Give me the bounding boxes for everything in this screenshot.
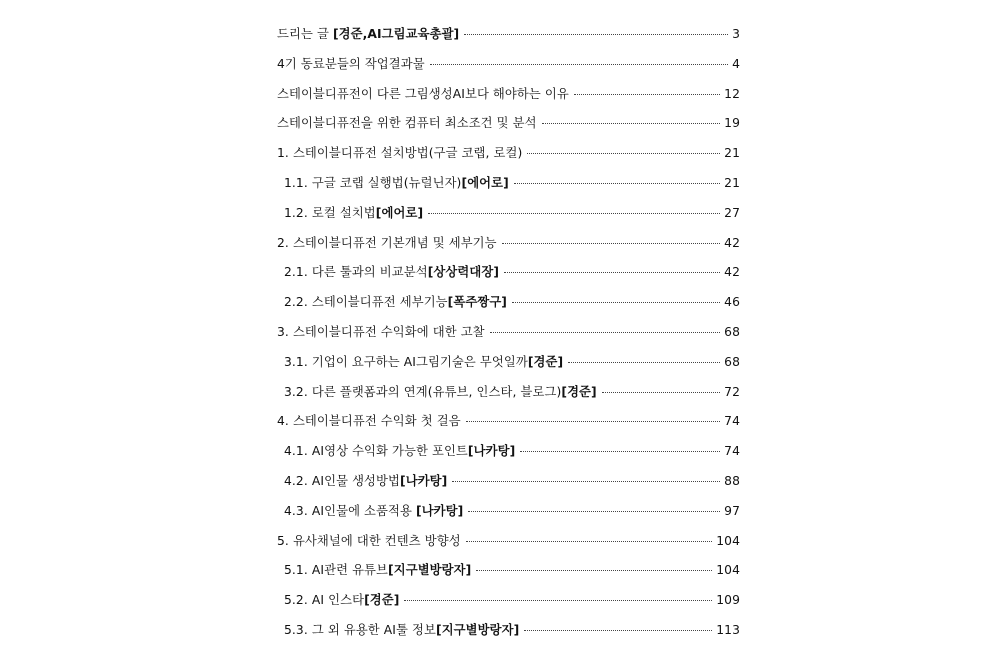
toc-dot-leader xyxy=(520,451,720,452)
toc-page-number: 68 xyxy=(724,324,740,339)
toc-page-number: 97 xyxy=(724,503,740,518)
toc-entry-text: 1. 스테이블디퓨전 설치방법(구글 코랩, 로컬) xyxy=(277,146,523,161)
toc-page-number: 21 xyxy=(724,175,740,190)
toc-dot-leader xyxy=(514,183,720,184)
toc-dot-leader xyxy=(524,630,712,631)
toc-page-number: 3 xyxy=(732,27,740,41)
toc-entry-title xyxy=(284,199,423,229)
toc-entry-section-5-1[interactable] xyxy=(277,556,740,586)
toc-page-number: 19 xyxy=(724,116,740,131)
toc-entry-section-1-2[interactable] xyxy=(277,199,740,229)
toc-entry-text: 5. 유사채널에 대한 컨텐츠 방향성 xyxy=(277,533,461,548)
toc-page-number: 113 xyxy=(716,622,740,637)
toc-page-number: 12 xyxy=(724,86,740,101)
toc-entry-text: 3.2. 다른 플랫폼과의 연계(유튜브, 인스타, 블로그) xyxy=(284,384,562,399)
toc-dot-leader xyxy=(466,541,713,542)
toc-entry-author-tag: [에어로] xyxy=(461,175,509,190)
toc-entry-title xyxy=(284,616,519,646)
toc-entry-title xyxy=(277,527,461,557)
toc-entry-title xyxy=(284,467,447,497)
toc-entry-author-tag: [지구별방랑자] xyxy=(388,563,472,578)
toc-entry-text: 5.3. 그 외 유용한 AI툴 정보 xyxy=(284,622,436,637)
toc-entry-section-4[interactable] xyxy=(277,407,740,437)
toc-entry-text: 3. 스테이블디퓨전 수익화에 대한 고찰 xyxy=(277,324,485,339)
toc-entry-text: 2. 스테이블디퓨전 기본개념 및 세부기능 xyxy=(277,235,497,250)
toc-page-number: 104 xyxy=(716,563,740,578)
toc-entry-author-tag: [경준] xyxy=(561,384,597,399)
toc-entry-text: 4.1. AI영상 수익화 가능한 포인트 xyxy=(284,444,468,459)
toc-entry-text: 1.1. 구글 코랩 실행법(뉴럴닌자) xyxy=(284,175,462,190)
toc-entry-text: 3.1. 기업이 요구하는 AI그림기술은 무엇일까 xyxy=(284,354,528,369)
toc-entry-title xyxy=(284,288,507,318)
toc-page-number: 109 xyxy=(716,593,740,608)
toc-entry-text: 스테이블디퓨전이 다른 그림생성AI보다 해야하는 이유 xyxy=(277,86,569,101)
toc-entry-why-stable-diffusion[interactable] xyxy=(277,80,740,110)
toc-dot-leader xyxy=(466,421,720,422)
toc-dot-leader xyxy=(490,332,720,333)
toc-entry-title xyxy=(284,348,563,378)
toc-entry-title xyxy=(277,318,485,348)
toc-entry-title xyxy=(284,378,597,408)
toc-entry-title xyxy=(284,556,471,586)
toc-entry-title xyxy=(277,80,569,110)
toc-dot-leader xyxy=(542,123,721,124)
toc-page-number: 42 xyxy=(724,265,740,280)
toc-page-number: 104 xyxy=(716,533,740,548)
toc-dot-leader xyxy=(468,511,720,512)
toc-entry-title xyxy=(277,229,497,259)
toc-entry-text: 5.2. AI 인스타 xyxy=(284,593,365,608)
toc-page-number: 21 xyxy=(724,146,740,161)
toc-entry-foreword[interactable] xyxy=(277,20,740,50)
toc-page-number: 46 xyxy=(724,295,740,310)
toc-dot-leader xyxy=(574,94,720,95)
toc-entry-author-tag: [나카탕] xyxy=(467,444,516,459)
toc-page-number: 72 xyxy=(724,384,740,399)
toc-dot-leader xyxy=(452,481,720,482)
toc-entry-title xyxy=(277,20,459,50)
toc-entry-author-tag: [폭주짱구] xyxy=(447,295,508,310)
toc-entry-section-3[interactable] xyxy=(277,318,740,348)
toc-entry-computer-requirements[interactable] xyxy=(277,109,740,139)
toc-page-number: 4 xyxy=(732,56,740,71)
toc-entry-author-tag: [경준] xyxy=(527,354,564,369)
toc-dot-leader xyxy=(502,243,721,244)
toc-entry-section-3-2[interactable] xyxy=(277,378,740,408)
toc-entry-title xyxy=(284,258,499,288)
toc-entry-section-4-1[interactable] xyxy=(277,437,740,467)
toc-dot-leader xyxy=(428,213,720,214)
toc-entry-title xyxy=(284,497,463,527)
toc-entry-section-2[interactable] xyxy=(277,229,740,259)
toc-entry-author-tag: [지구별방랑자] xyxy=(435,622,520,637)
toc-entry-title xyxy=(284,437,515,467)
toc-dot-leader xyxy=(476,570,712,571)
toc-entry-section-4-3[interactable] xyxy=(277,497,740,527)
toc-entry-title xyxy=(284,169,509,199)
toc-dot-leader xyxy=(568,362,720,363)
toc-entry-title xyxy=(277,109,537,139)
toc-entry-section-1[interactable] xyxy=(277,139,740,169)
toc-entry-author-tag: [나카탕] xyxy=(415,503,464,518)
toc-page-number: 27 xyxy=(724,205,740,220)
toc-entry-section-2-1[interactable] xyxy=(277,258,740,288)
toc-entry-author-tag: [경준] xyxy=(364,593,400,608)
toc-dot-leader xyxy=(504,272,720,273)
toc-entry-text: 4. 스테이블디퓨전 수익화 첫 걸음 xyxy=(277,414,461,429)
toc-dot-leader xyxy=(602,392,720,393)
toc-entry-author-tag: [경준,AI그림교육총괄] xyxy=(332,27,460,41)
toc-entry-section-5-3[interactable] xyxy=(277,616,740,646)
toc-page-number: 42 xyxy=(724,235,740,250)
toc-entry-author-tag: [나카탕] xyxy=(400,473,448,488)
toc-entry-author-tag: [상상력대장] xyxy=(427,265,500,280)
toc-entry-title xyxy=(277,407,461,437)
toc-entry-text: 4기 동료분들의 작업결과물 xyxy=(277,56,425,71)
toc-dot-leader xyxy=(527,153,720,154)
toc-dot-leader xyxy=(404,600,712,601)
toc-entry-text: 드리는 글 xyxy=(277,27,333,41)
toc-entry-text: 스테이블디퓨전을 위한 컴퓨터 최소조건 및 분석 xyxy=(277,116,537,131)
toc-dot-leader xyxy=(430,64,728,65)
toc-entry-text: 5.1. AI관련 유튜브 xyxy=(284,563,389,578)
toc-entry-section-1-1[interactable] xyxy=(277,169,740,199)
toc-entry-text: 2.2. 스테이블디퓨전 세부기능 xyxy=(284,295,448,310)
toc-page-number: 88 xyxy=(724,473,740,488)
toc-page-number: 74 xyxy=(724,414,740,429)
toc-page-number: 74 xyxy=(724,444,740,459)
toc-entry-section-3-1[interactable] xyxy=(277,348,740,378)
toc-entry-colleague-works[interactable] xyxy=(277,50,740,80)
toc-entry-section-5-2[interactable] xyxy=(277,586,740,616)
toc-dot-leader xyxy=(464,34,728,35)
toc-page-number: 68 xyxy=(724,354,740,369)
toc-entry-title xyxy=(284,586,399,616)
toc-entry-text: 4.3. AI인물에 소품적용 xyxy=(284,503,416,518)
toc-entry-text: 4.2. AI인물 생성방법 xyxy=(284,473,400,488)
toc-entry-text: 1.2. 로컬 설치법 xyxy=(284,205,376,220)
toc-entry-title xyxy=(277,50,425,80)
toc-entry-author-tag: [에어로] xyxy=(375,205,424,220)
toc-entry-section-5[interactable] xyxy=(277,527,740,557)
toc-entry-title xyxy=(277,139,522,169)
toc-entry-text: 2.1. 다른 툴과의 비교분석 xyxy=(284,265,428,280)
toc-dot-leader xyxy=(512,302,720,303)
table-of-contents xyxy=(277,20,740,646)
toc-entry-section-4-2[interactable] xyxy=(277,467,740,497)
toc-entry-section-2-2[interactable] xyxy=(277,288,740,318)
